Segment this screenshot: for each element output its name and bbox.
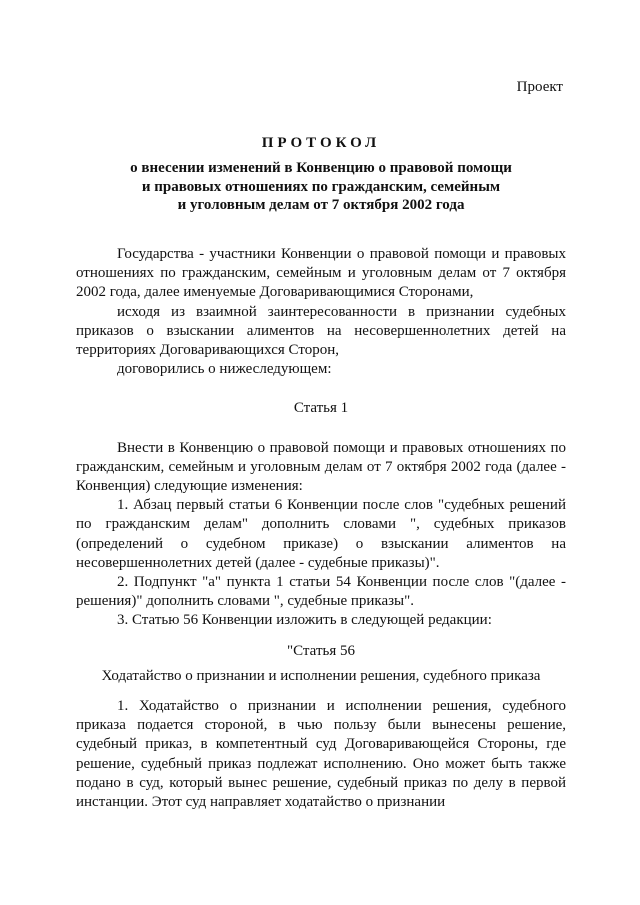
article-56-title: Ходатайство о признании и исполнении решения, судебного приказа xyxy=(101,667,541,684)
article-1-item-3: 3. Статью 56 Конвенции изложить в следующей редакции: xyxy=(117,612,492,629)
document-subtitle-line-1: о внесении изменений в Конвенцию о правовой помощи xyxy=(130,160,512,176)
document-title: ПРОТОКОЛ xyxy=(261,135,381,151)
article-1-intro: Внести в Конвенцию о правовой помощи и правовых отношениях по гражданским, семейным и уголовным делам от 7 октября 2002 года (далее - Конвенция) следующие изменения: xyxy=(76,439,566,495)
preamble-paragraph-3: договорились о нижеследующем: xyxy=(117,361,332,378)
article-1-item-2: 2. Подпункт "а" пункта 1 статьи 54 Конвенции после слов "(далее - решения)" дополнить словами ", судебные приказы". xyxy=(76,574,566,610)
preamble-paragraph-1: Государства - участники Конвенции о правовой помощи и правовых отношениях по гражданским, семейным и уголовным делам от 7 октября 2002 года, далее именуемые Договаривающимися Сторонами, xyxy=(76,246,566,301)
title-block xyxy=(76,133,566,215)
document-body xyxy=(76,245,566,812)
document-subtitle-line-3: и уголовным делам от 7 октября 2002 года xyxy=(177,197,465,213)
draft-label: Проект xyxy=(516,79,563,95)
preamble-paragraph-2: исходя из взаимной заинтересованности в признании судебных приказов о взыскании алиментов на несовершеннолетних детей на территориях Договаривающихся Сторон, xyxy=(76,303,566,359)
article-1-item-1: 1. Абзац первый статьи 6 Конвенции после слов "судебных решений по гражданским делам" дополнить словами ", судебных приказов (определений о судебном приказе) о взыскании алиментов на несовершеннолетних детей (далее - судебные приказы)". xyxy=(76,497,566,571)
document-subtitle-line-2: и правовых отношениях по гражданским, семейным xyxy=(141,178,501,195)
article-1-heading: Статья 1 xyxy=(293,400,349,417)
article-56-heading: "Статья 56 xyxy=(287,642,355,659)
article-56-paragraph-1: 1. Ходатайство о признании и исполнении решения, судебного приказа подается стороной, в чью пользу были вынесены решение, судебный приказ, в компетентный суд Договаривающейся Стороны, где решение, судебный приказ подлежат исполнению. Оно может быть также подано в суд, который вынес решение, судебный приказ по делу в первой инстанции. Этот суд направляет ходатайство о признании xyxy=(76,698,566,811)
